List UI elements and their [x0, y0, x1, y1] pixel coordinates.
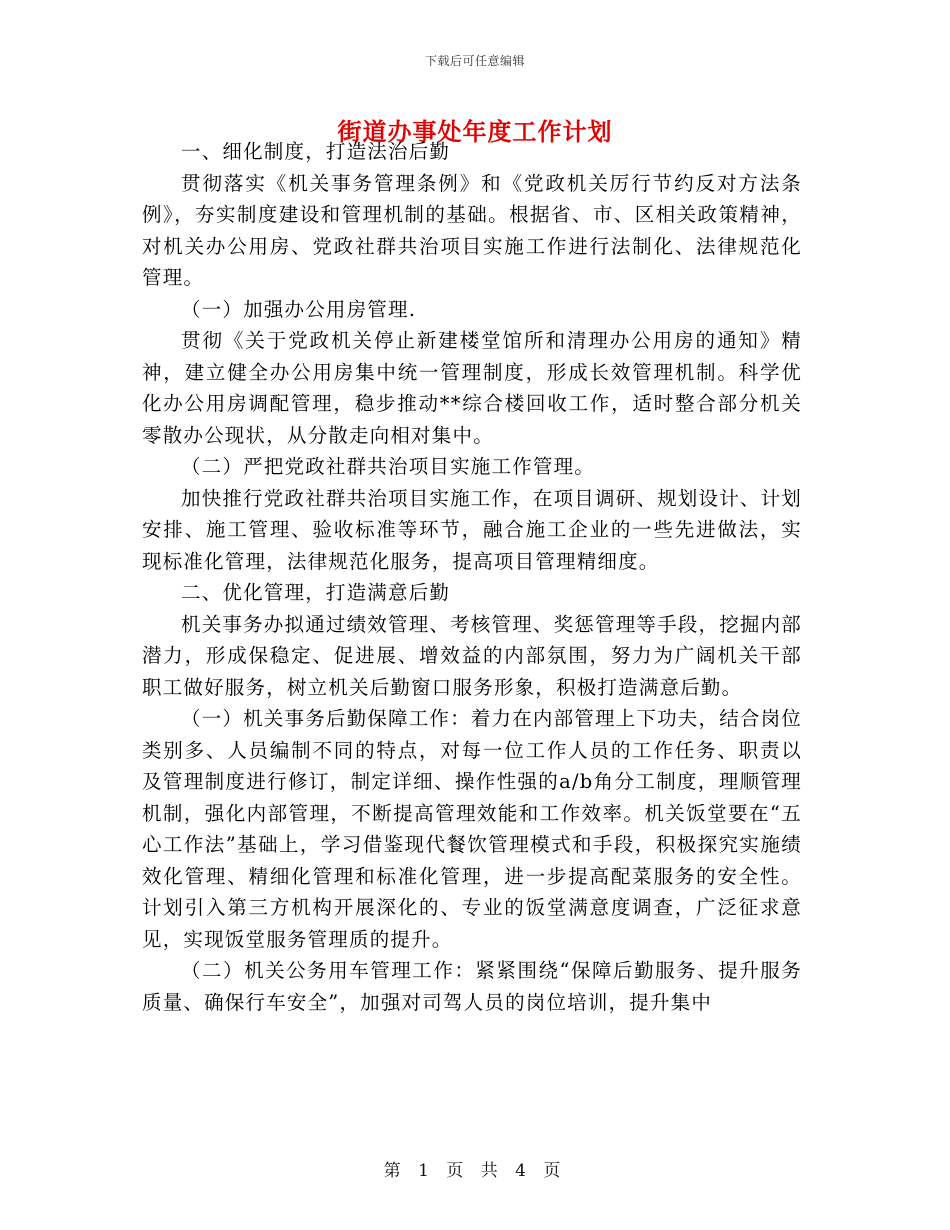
document-title: 街道办事处年度工作计划 — [337, 117, 613, 146]
paragraph: （二）机关公务用车管理工作：紧紧围绕“保障后勤服务、提升服务质量、确保行车安全”，加强对司驾人员的岗位培训，提升集中 — [142, 959, 802, 1014]
page-number-footer: 第 1 页 共 4 页 — [383, 1161, 567, 1181]
paragraph: （一）机关事务后勤保障工作：着力在内部管理上下功夫，结合岗位类别多、人员编制不同的特点，对每一位工作人员的工作任务、职责以及管理制度进行修订，制定详细、操作性强的a/b角分工制度，理顺管理机制，强化内部管理，不断提高管理效能和工作效率。机关饭堂要在“五心工作法”基础上，学习借鉴现代餐饮管理模式和手段，积极探究实施绩效化管理、精细化管理和标准化管理，进一步提高配菜服务的安全性。计划引入第三方机构开展深化的、专业的饭堂满意度调查，广泛征求意见，实现饭堂服务管理质的提升。 — [142, 707, 803, 951]
paragraph: 贯彻《关于党政机关停止新建楼堂馆所和清理办公用房的通知》精神，建立健全办公用房集中统一管理制度，形成长效管理机制。科学优化办公用房调配管理，稳步推动**综合楼回收工作，适时整合部分机关零散办公现状，从分散走向相对集中。 — [142, 329, 802, 447]
header-note: 下载后可任意编辑 — [424, 54, 525, 68]
subsection-heading: （二）严把党政社群共治项目实施工作管理。 — [181, 455, 596, 478]
document-body — [142, 136, 802, 1018]
paragraph: 加快推行党政社群共治项目实施工作，在项目调研、规划设计、计划安排、施工管理、验收标准等环节，融合施工企业的一些先进做法，实现标准化管理，法律规范化服务，提高项目管理精细度。 — [142, 486, 803, 573]
paragraph: 机关事务办拟通过绩效管理、考核管理、奖惩管理等手段，挖掘内部潜力，形成保稳定、促进展、增效益的内部氛围，努力为广阔机关干部职工做好服务，树立机关后勤窗口服务形象，积极打造满意后勤。 — [142, 612, 803, 699]
section-heading: 一、细化制度，打造法治后勤 — [181, 140, 451, 163]
paragraph: 贯彻落实《机关事务管理条例》和《党政机关厉行节约反对方法条例》，夯实制度建设和管理机制的基础。根据省、市、区相关政策精神，对机关办公用房、党政社群共治项目实施工作进行法制化、法律规范化管理。 — [142, 171, 802, 289]
subsection-heading: （一）加强办公用房管理. — [181, 297, 417, 321]
section-heading: 二、优化管理，打造满意后勤 — [181, 581, 451, 604]
